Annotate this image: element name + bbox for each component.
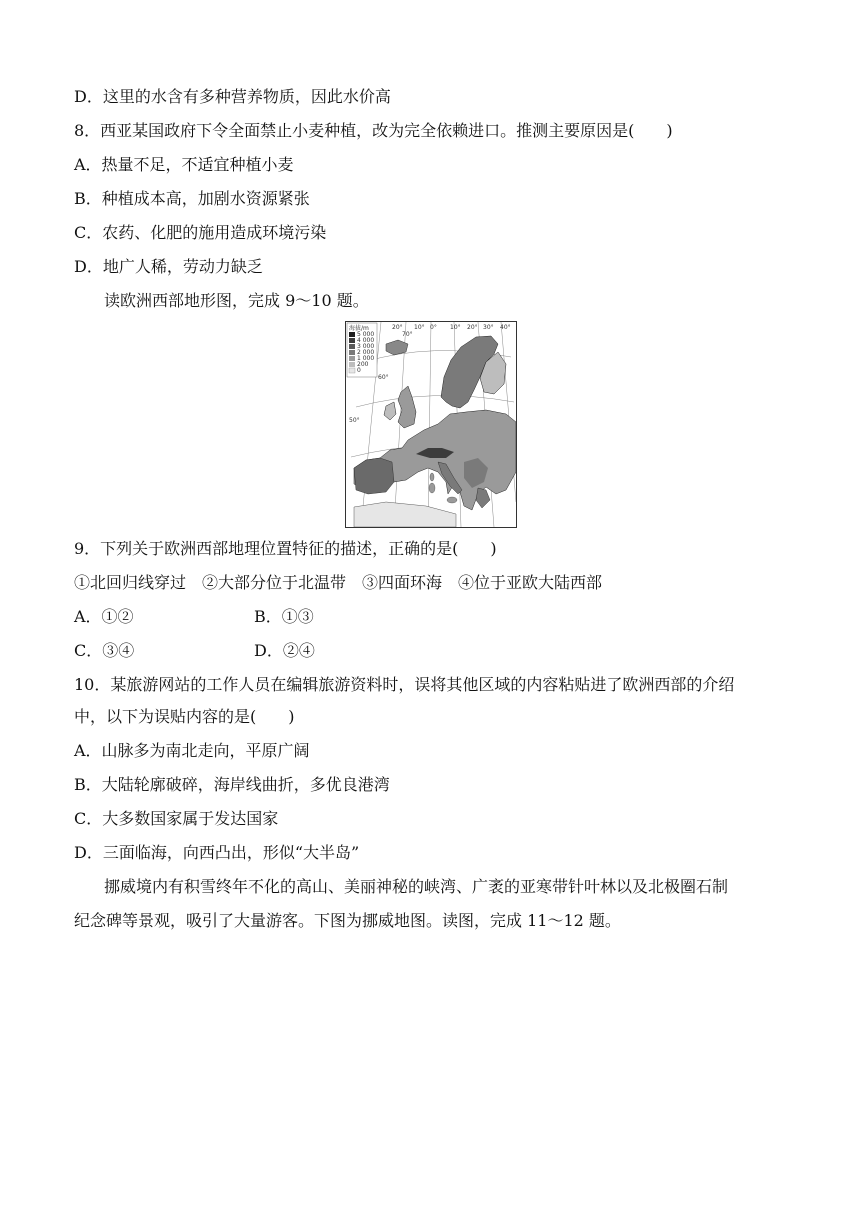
iberia-shape: [354, 458, 394, 494]
legend-swatch-6: [349, 362, 355, 367]
lon-label-3: 0°: [430, 324, 437, 331]
question-10-stem-line1: 10．某旅游网站的工作人员在编辑旅游资料时，误将其他区域的内容粘贴进了欧洲西部的介绍: [74, 675, 735, 694]
lon-label-4: 10°: [450, 324, 461, 331]
lon-label-5: 20°: [467, 324, 478, 331]
legend-swatch-1: [349, 332, 355, 337]
q9-option-d: D．②④: [254, 641, 315, 660]
q9-option-a: A．①②: [74, 607, 134, 626]
sardinia-shape: [429, 483, 435, 493]
lat-label-70: 70°: [402, 331, 413, 338]
intro-9-10: 读欧洲西部地形图，完成 9～10 题。: [104, 291, 369, 310]
q9-statements: ①北回归线穿过 ②大部分位于北温带 ③四面环海 ④位于亚欧大陆西部: [74, 573, 603, 592]
legend-value-2: 4 000: [357, 337, 375, 344]
legend-value-3: 3 000: [357, 343, 375, 350]
legend-swatch-2: [349, 338, 355, 343]
legend-swatch-4: [349, 350, 355, 355]
lon-label-7: 40°: [500, 324, 511, 331]
legend-value-7: 0: [357, 367, 361, 374]
legend-value-4: 2 000: [357, 349, 375, 356]
greece-shape: [476, 488, 490, 508]
lon-label-6: 30°: [483, 324, 494, 331]
q7-option-d: D．这里的水含有多种营养物质，因此水价高: [74, 87, 391, 106]
lon-label-1: 20°: [392, 324, 403, 331]
legend-value-1: 5 000: [357, 331, 375, 338]
legend-value-6: 200: [357, 361, 369, 368]
lat-label-50: 50°: [349, 417, 360, 424]
lon-label-2: 10°: [414, 324, 425, 331]
q8-option-a: A．热量不足，不适宜种植小麦: [74, 155, 294, 174]
lat-label-60: 60°: [378, 374, 389, 381]
intro-11-12-line1: 挪威境内有积雪终年不化的高山、美丽神秘的峡湾、广袤的亚寒带针叶林以及北极圈石制: [104, 877, 729, 896]
europe-terrain-map: [345, 321, 517, 528]
legend-swatch-7: [349, 368, 355, 373]
corsica-shape: [430, 473, 434, 481]
question-9-stem: 9．下列关于欧洲西部地理位置特征的描述，正确的是( ): [74, 539, 497, 558]
question-10-stem-line2: 中，以下为误贴内容的是( ): [74, 707, 295, 726]
legend-swatch-5: [349, 356, 355, 361]
sicily-shape: [447, 497, 457, 503]
legend-title: 海拔/m: [349, 325, 369, 332]
q10-option-a: A．山脉多为南北走向，平原广阔: [74, 741, 310, 760]
q8-option-b: B．种植成本高，加剧水资源紧张: [74, 189, 310, 208]
q10-option-c: C．大多数国家属于发达国家: [74, 809, 279, 828]
question-8-stem: 8．西亚某国政府下令全面禁止小麦种植，改为完全依赖进口。推测主要原因是( ): [74, 121, 673, 140]
q8-option-d: D．地广人稀，劳动力缺乏: [74, 257, 263, 276]
ireland-shape: [384, 402, 396, 420]
q10-option-d: D．三面临海，向西凸出，形似“大半岛”: [74, 843, 360, 862]
legend-value-5: 1 000: [357, 355, 375, 362]
q10-option-b: B．大陆轮廓破碎，海岸线曲折，多优良港湾: [74, 775, 390, 794]
q8-option-c: C．农药、化肥的施用造成环境污染: [74, 223, 327, 242]
great-britain-shape: [398, 386, 416, 428]
q9-option-b: B．①③: [254, 607, 314, 626]
legend-swatch-3: [349, 344, 355, 349]
intro-11-12-line2: 纪念碑等景观，吸引了大量游客。下图为挪威地图。读图，完成 11～12 题。: [74, 911, 621, 930]
q9-option-c: C．③④: [74, 641, 135, 660]
north-africa-shape: [354, 502, 456, 527]
